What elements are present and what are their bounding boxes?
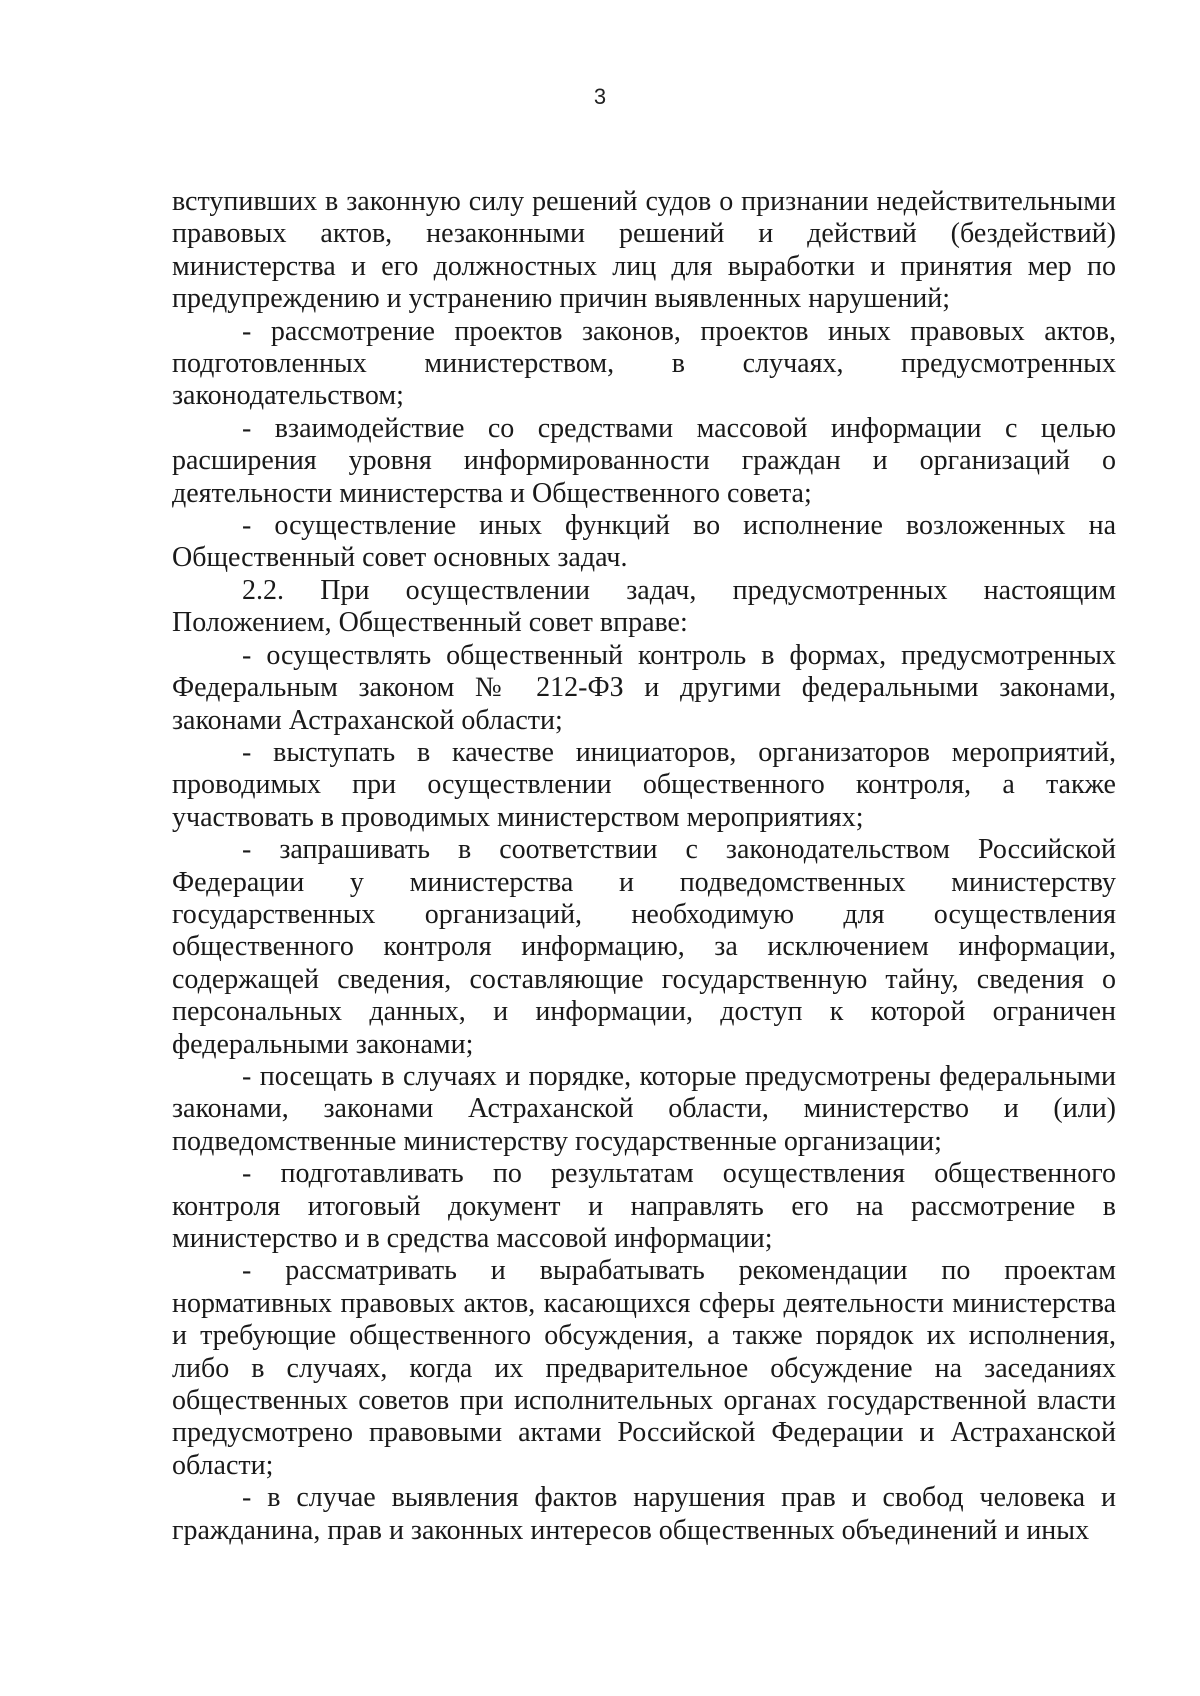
paragraph-recommendations: - рассматривать и вырабатывать рекомендации по проектам нормативных правовых актов, касающихся сферы деятельности министерства и требующие общественного обсуждения, а также порядок их исполнения, либо в случаях, когда их предварительное обсуждение на заседаниях общественных советов при исполнительных органах государственной власти предусмотрено правовыми актами Российской Федерации и Астраханской области; <box>172 1255 1116 1481</box>
paragraph-media-interaction: - взаимодействие со средствами массовой информации с целью расширения уровня информированности граждан и организаций о деятельности министерства и Общественного совета; <box>172 412 1116 509</box>
paragraph-section-2-2: 2.2. При осуществлении задач, предусмотренных настоящим Положением, Общественный совет вправе: <box>172 574 1116 639</box>
paragraph-request-information: - запрашивать в соответствии с законодательством Российской Федерации у министерства и подведомственных министерству государственных организаций, необходимую для осуществления общественного контроля информацию, за исключением информации, содержащей сведения, составляющие государственную тайну, сведения о персональных данных, и информации, доступ к которой ограничен федеральными законами; <box>172 834 1116 1060</box>
paragraph-review-draft-laws: - рассмотрение проектов законов, проектов иных правовых актов, подготовленных министерством, в случаях, предусмотренных законодательством; <box>172 315 1116 412</box>
paragraph-continuation: вступивших в законную силу решений судов о признании недействительными правовых актов, незаконными решений и действий (бездействий) министерства и его должностных лиц для выработки и принятия мер по предупреждению и устранению причин выявленных нарушений; <box>172 186 1116 315</box>
page-number: 3 <box>593 84 607 109</box>
paragraph-violations: - в случае выявления фактов нарушения прав и свобод человека и гражданина, прав и законных интересов общественных объединений и иных <box>172 1482 1116 1546</box>
paragraph-initiators: - выступать в качестве инициаторов, организаторов мероприятий, проводимых при осуществлении общественного контроля, а также участвовать в проводимых министерством мероприятиях; <box>172 736 1116 833</box>
paragraph-public-control: - осуществлять общественный контроль в формах, предусмотренных Федеральным законом № 212-ФЗ и другими федеральными законами, законами Астраханской области; <box>172 639 1116 736</box>
paragraph-visit: - посещать в случаях и порядке, которые предусмотрены федеральными законами, законами Астраханской области, министерство и (или) подведомственные министерству государственные организации; <box>172 1060 1116 1157</box>
paragraph-other-functions: - осуществление иных функций во исполнение возложенных на Общественный совет основных задач. <box>172 510 1116 574</box>
document-body <box>172 186 1116 1547</box>
paragraph-final-document: - подготавливать по результатам осуществления общественного контроля итоговый документ и направлять его на рассмотрение в министерство и в средства массовой информации; <box>172 1158 1116 1254</box>
